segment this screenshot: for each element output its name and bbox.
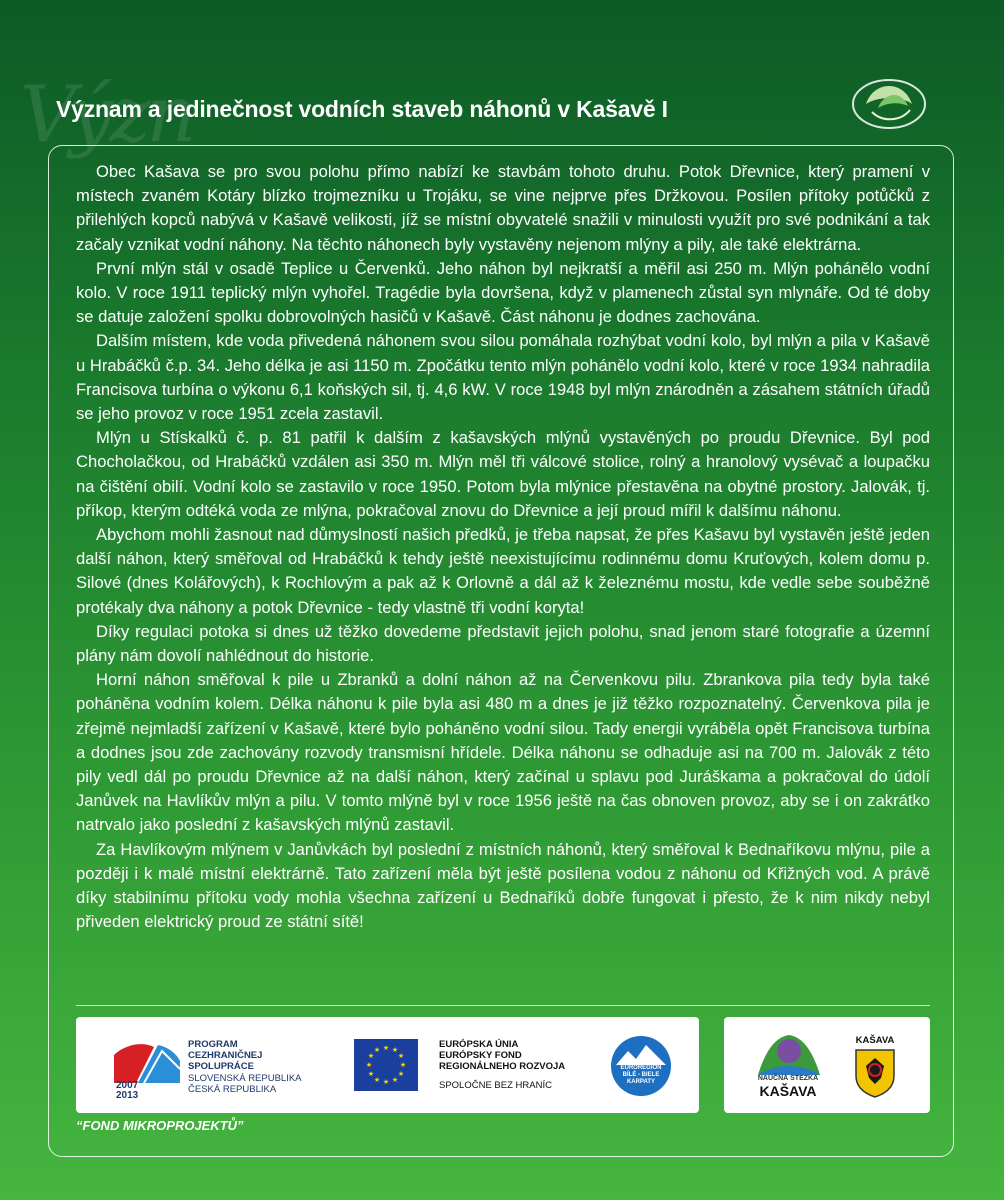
svg-text:★: ★ — [365, 1061, 373, 1069]
local-logos-panel — [724, 1017, 930, 1113]
coat-of-arms-icon — [854, 1048, 896, 1098]
svg-text:★: ★ — [367, 1052, 375, 1060]
page-title: Význam a jedinečnost vodních staveb náhonů v Kašavě I — [56, 96, 668, 122]
eu-flag-icon — [354, 1039, 418, 1091]
decorative-script-watermark: Význ — [20, 70, 193, 160]
divider — [76, 1005, 930, 1006]
program-years: 2007 2013 — [116, 1080, 139, 1101]
svg-text:★: ★ — [397, 1052, 405, 1060]
fund-caption: “FOND MIKROPROJEKTŮ” — [76, 1118, 244, 1133]
paragraph: První mlýn stál v osadě Teplice u Červenků. Jeho náhon byl nejkratší a měřil asi 250 m. Mlýn pohánělo vodní kolo. V roce 1911 teplický mlýn vyhořel. Tragédie byla dovršena, když v plamenech zůstal syn mlynáře. Od té doby se datuje založení spolku dobrovolných hasičů v Kašavě. Část náhonu je dodnes zachována. — [76, 258, 930, 327]
svg-text:★: ★ — [397, 1070, 405, 1078]
eu-title: EURÓPSKA ÚNIA EURÓPSKY FOND REGIONÁLNEHO ROZVOJA — [439, 1039, 566, 1072]
program-countries: SLOVENSKÁ REPUBLIKA ČESKÁ REPUBLIKA — [188, 1073, 302, 1095]
svg-text:★: ★ — [391, 1076, 399, 1084]
paragraph: Horní náhon směřoval k pile u Zbranků a dolní náhon až na Červenkovu pilu. Zbrankova pila tedy byla také poháněna vodním kolem. Délka náhonu k pile byla asi 480 m a dnes je již těžko rozpoznatelný. Červenkova pila je zřejmě nejmladší zařízení v Kašavě, které bylo poháněno vodní silou. Tady energii vyráběla opět Francisova turbína a dodnes jsou zde zachovány rozvody transmisní hřídele. Délka náhonu se odhaduje asi na 700 m. Jalovák z této pily vedl dál po proudu Dřevnice až na další náhon, který začínal u splavu pod Juráškama a pokračoval do údolí Janůvek na Havlíkův mlýn a pilu. V tomto mlýně byl v roce 1956 ještě na čas obnoven provoz, aby se i on zakrátko natrvalo jako poslední z kašavských mlýnů zastavil. — [76, 670, 930, 835]
program-cezhranicnej-logo-icon — [114, 1041, 180, 1083]
euroregion-text: EUROREGION BÍLÉ - BIELE KARPATY — [620, 1065, 662, 1085]
naucna-stezka-label: NAUČNÁ STEZKA — [757, 1075, 819, 1082]
program-title: PROGRAM CEZHRANIČNEJ SPOLUPRÁCE — [188, 1039, 263, 1072]
paragraph: Abychom mohli žasnout nad důmyslností našich předků, je třeba napsat, že přes Kašavu byl vystavěn ještě jeden další náhon, který směřoval od Hrabáčků k tehdy ještě neexistujícímu rodinnému domu Kruťových, kolem domu p. Silové (dnes Kolářových), k Rochlovým a pak až k Orlovně a dál až k železnému mostu, kde vedle sebe souběžně protékaly dva náhony a potok Dřevnice - tedy vlastně tři vodní koryta! — [76, 525, 930, 617]
leaf-logo-icon — [848, 74, 930, 134]
svg-text:★: ★ — [391, 1046, 399, 1054]
svg-text:★: ★ — [399, 1061, 407, 1069]
eu-motto: SPOLOČNE BEZ HRANÍC — [439, 1080, 552, 1091]
village-name: KAŠAVA — [855, 1035, 895, 1046]
paragraph: Díky regulaci potoka si dnes už těžko dovedeme představit jejich polohu, snad jenom staré fotografie a územní plány nám dovolí nahlédnout do historie. — [76, 621, 930, 666]
svg-text:★: ★ — [382, 1078, 390, 1086]
paragraph: Dalším místem, kde voda přivedená náhonem svou silou pomáhala rozhýbat vodní kolo, byl mlýn a pila v Kašavě u Hrabáčků č.p. 34. Jeho délka je asi 1150 m. Zpočátku tento mlýn pohánělo vodní kolo, které v roce 1934 nahradila Francisova turbína o výkonu 6,1 koňských sil, tj. 4,6 kW. V roce 1948 byl mlýn znárodněn a zásahem státních úřadů se jeho provoz v roce 1951 zcela zastavil. — [76, 331, 930, 424]
paragraph: Obec Kašava se pro svou polohu přímo nabízí ke stavbám tohoto druhu. Potok Dřevnice, který pramení v místech zvaném Kotáry blízko trojmezníku u Trojáku, se vine nejprve přes Držkovou. Posílen přítoky potůčků z přilehlých kopců nabývá v Kašavě velikosti, jíž se místní obyvatelé snažili v minulosti využít pro své podnikání a tak začaly vznikat vodní náhony. Na těchto náhonech byly vystavěny nejenom mlýny a pily, ale také elektrárna. — [76, 162, 930, 254]
paragraph: Mlýn u Stískalků č. p. 81 patřil k dalším z kašavských mlýnů vystavěných po proudu Dřevnice. Byl pod Chocholačkou, od Hrabáčků vzdálen asi 350 m. Mlýn měl tři válcové stolice, rolný a hranolový vysévač a loupačku na čištění obilí. Vodní kolo se zastavilo v roce 1950. Potom byla mlýnice přestavěna na obytné prostory. Jalovák, tj. příkop, kterým odtéká voda ze mlýna, pokračoval znovu do Dřevnice a její proud mířil k dalšímu náhonu. — [76, 428, 930, 520]
naucna-stezka-name: KAŠAVA — [759, 1083, 817, 1099]
article-body — [76, 160, 930, 935]
sponsor-logos-panel — [76, 1017, 699, 1113]
naucna-stezka-logo-icon — [756, 1029, 822, 1077]
svg-text:★: ★ — [382, 1044, 390, 1052]
paragraph: Za Havlíkovým mlýnem v Janůvkách byl poslední z místních náhonů, který směřoval k Bednaříkovu mlýnu, pile a později i k malé místní elektrárně. Tato zařízení měla být ještě posílena vodou z náhonu od Křižných vod. A právě díky stabilnímu přítoku vody mohla všechna zařízení u Bednaříků dobře fungovat i přesto, že k nim nikdy nebyl přiveden elektrický proud ze státní sítě! — [76, 839, 930, 932]
svg-text:★: ★ — [367, 1070, 375, 1078]
svg-text:★: ★ — [373, 1076, 381, 1084]
svg-text:★: ★ — [373, 1046, 381, 1054]
